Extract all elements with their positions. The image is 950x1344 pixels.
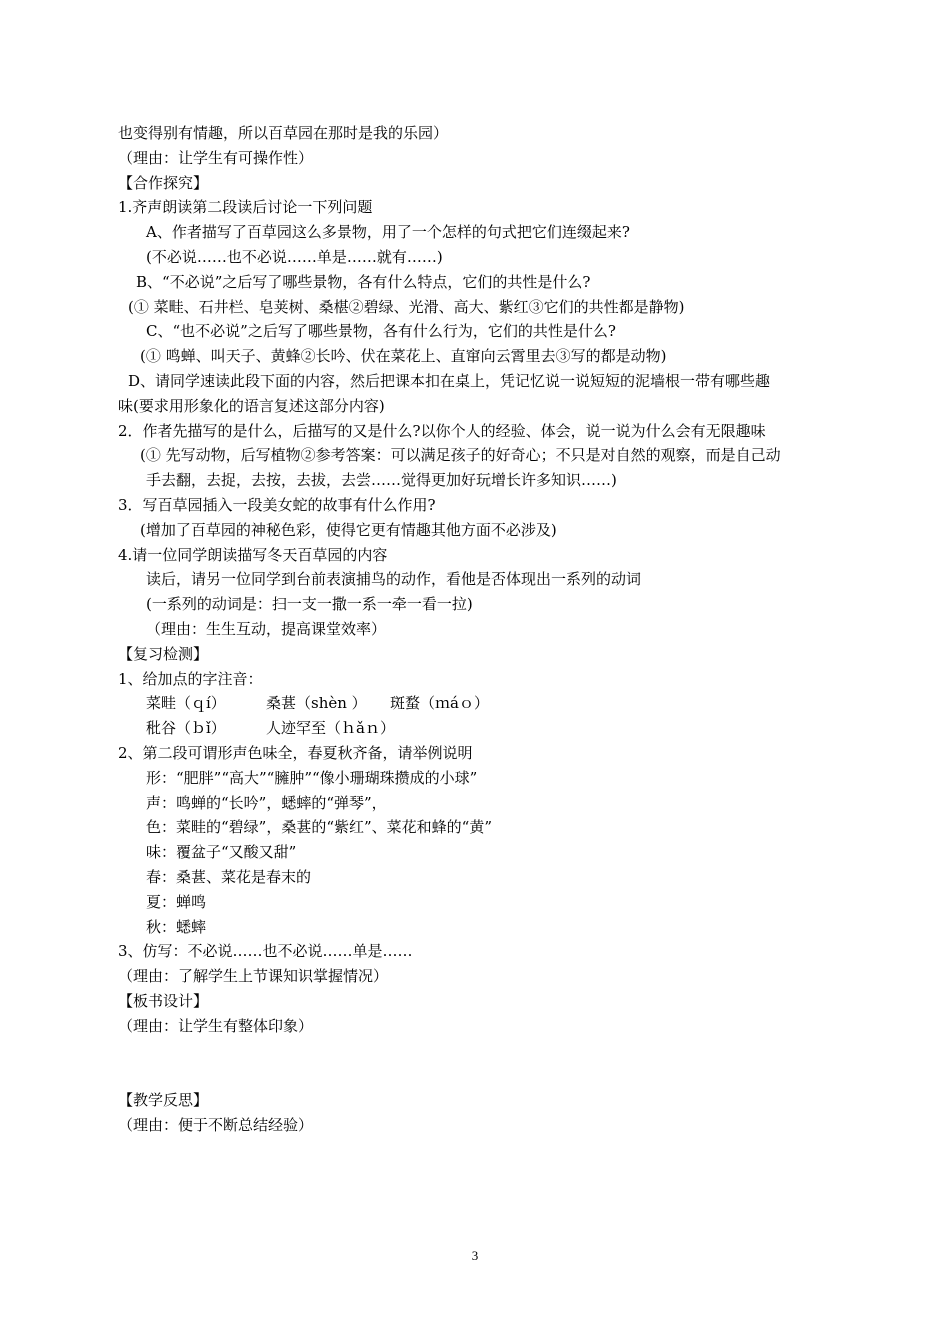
document-body [118,121,838,1138]
sub-question-c: C、“也不必说”之后写了哪些景物，各有什么行为，它们的共性是什么? [146,322,616,341]
question-4-detail: 读后，请另一位同学到台前表演捕鸟的动作，看他是否体现出一系列的动词 [146,570,642,589]
answer-2-cont: 手去翻，去捉，去按，去拔，去尝……觉得更加好玩增长许多知识……) [146,471,617,490]
answer-sound: 声：鸣蝉的“长吟”，蟋蟀的“弹琴”， [146,793,387,812]
question-1: 1.齐声朗读第二段读后讨论一下列问题 [118,198,373,217]
answer-color: 色：菜畦的“碧绿”，桑葚的“紫红”、菜花和蜂的“黄” [146,818,493,837]
spacer [118,1038,838,1088]
sub-question-d: D、请同学速读此段下面的内容，然后把课本扣在桌上，凭记忆说一说短短的泥墙根一带有哪些趣 [128,371,771,390]
rationale-note: （理由：让学生有可操作性） [118,148,314,167]
answer-summer: 夏：蝉鸣 [146,892,207,911]
pinyin-item: 秕谷（ｂǐ） [146,719,226,738]
answer-a: (不必说……也不必说……单是……就有……) [146,247,443,266]
section-heading-review: 【复习检测】 [118,644,209,663]
section-heading-reflection: 【教学反思】 [118,1091,209,1110]
review-question-2: 2、第二段可谓形声色味全，春夏秋齐备，请举例说明 [118,743,473,762]
review-question-3: 3、仿写：不必说……也不必说……单是…… [118,942,413,961]
question-2: 2．作者先描写的是什么，后描写的又是什么?以你个人的经验、体会，说一说为什么会有无限趣味 [118,421,766,440]
rationale-note: （理由：便于不断总结经验） [118,1116,314,1135]
sub-question-a: A、作者描写了百草园这么多景物，用了一个怎样的句式把它们连缀起来? [146,223,630,242]
pinyin-item: 桑葚（shèn ） [266,694,367,713]
answer-b: (① 菜畦、石井栏、皂荚树、桑椹②碧绿、光滑、高大、紫红③它们的共性都是静物) [128,297,685,316]
question-4: 4.请一位同学朗读描写冬天百草园的内容 [118,545,388,564]
pinyin-row-1 [118,691,838,716]
rationale-note: （理由：生生互动，提高课堂效率） [146,619,387,638]
pinyin-item: 人迹罕至（ｈǎｎ） [266,719,395,738]
pinyin-row-2 [118,716,838,741]
answer-2: (① 先写动物，后写植物②参考答案：可以满足孩子的好奇心；不只是对自然的观察，而是自己动 [140,446,781,465]
answer-autumn: 秋：蟋蟀 [146,917,207,936]
sub-question-b: B、“不必说”之后写了哪些景物，各有什么特点，它们的共性是什么? [136,272,591,291]
sub-question-d-cont: 味(要求用形象化的语言复述这部分内容) [118,396,385,415]
pinyin-item: 菜畦（ｑí） [146,694,226,713]
question-3: 3．写百草园插入一段美女蛇的故事有什么作用? [118,495,436,514]
rationale-note: （理由：了解学生上节课知识掌握情况） [118,967,389,986]
answer-4: (一系列的动词是：扫一支一撒一系一牵一看一拉) [146,595,473,614]
review-question-1: 1、给加点的字注音： [118,669,263,688]
answer-3: (增加了百草园的神秘色彩，使得它更有情趣其他方面不必涉及) [140,520,557,539]
pinyin-item: 斑蝥（ｍáｏ） [390,694,489,713]
section-heading-cooperative-inquiry: 【合作探究】 [118,173,209,192]
rationale-note: （理由：让学生有整体印象） [118,1016,314,1035]
page-number: 3 [471,1248,479,1263]
answer-c: (① 鸣蝉、叫天子、黄蜂②长吟、伏在菜花上、直窜向云霄里去③写的都是动物) [140,347,667,366]
answer-taste: 味：覆盆子“又酸又甜” [146,843,297,862]
section-heading-board-design: 【板书设计】 [118,991,209,1010]
answer-shape: 形：“肥胖”“高大”“臃肿”“像小珊瑚珠攒成的小球” [146,768,478,787]
text-line: 也变得别有情趣，所以百草园在那时是我的乐园） [118,124,449,142]
answer-spring: 春：桑葚、菜花是春末的 [146,867,312,886]
